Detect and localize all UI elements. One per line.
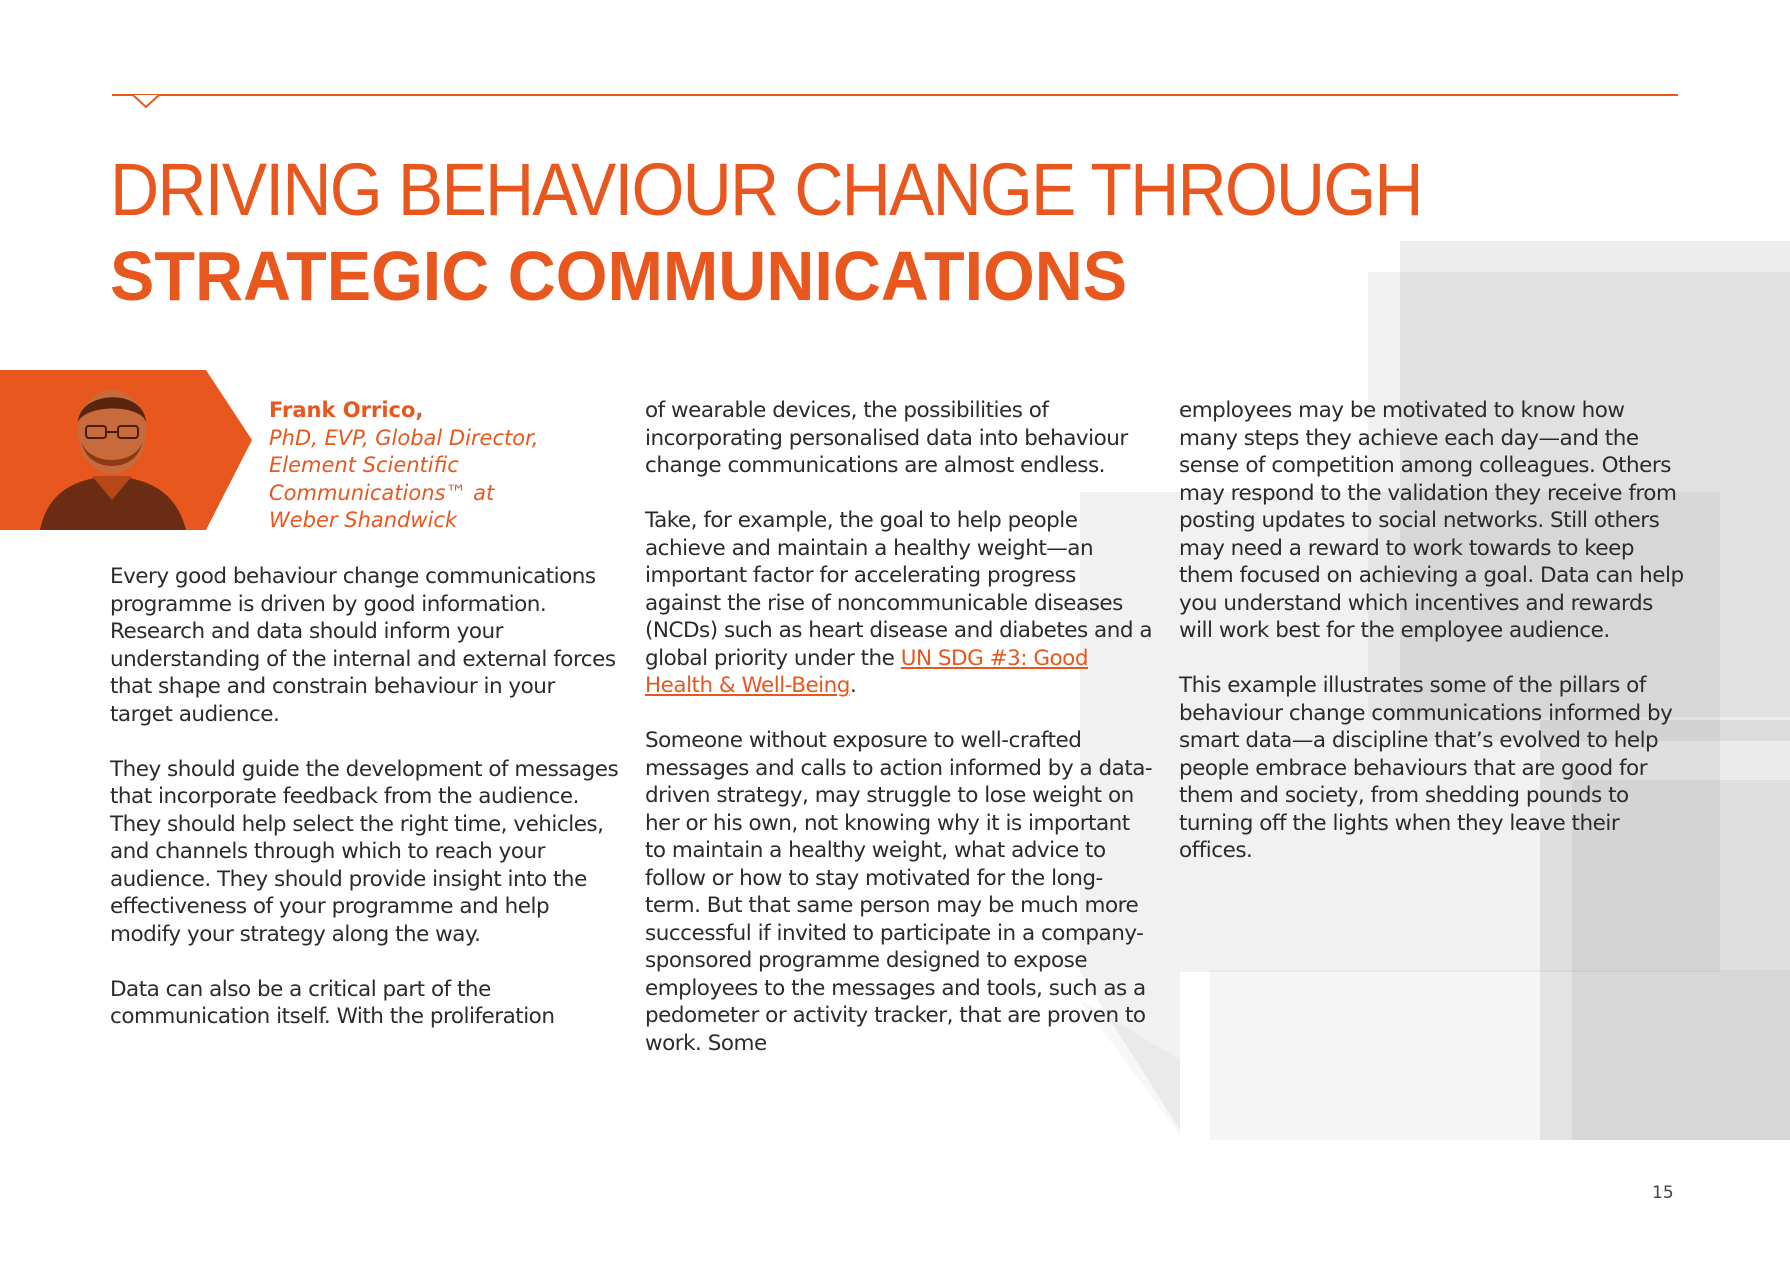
page-number: 15: [1652, 1183, 1674, 1203]
column1-paragraph-2: They should guide the development of messages that incorporate feedback from the audience. They should help select the right time, vehicles, and channels through which to reach your audience. They should provide insight into the effectiveness of your programme and help modify your strategy along the way.: [110, 756, 619, 947]
author-byline: [269, 397, 569, 535]
column1-paragraph-3: Data can also be a critical part of the communication itself. With the proliferation: [110, 976, 555, 1029]
column1-paragraph-1: Every good behaviour change communications programme is driven by good information. Research and data should inform your understanding of the internal and external forces that shape and constrain behaviour in your target audience.: [110, 564, 616, 727]
page-title-line1: DRIVING BEHAVIOUR CHANGE THROUGH: [110, 148, 1422, 231]
page-title-line2: STRATEGIC COMMUNICATIONS: [110, 237, 1128, 315]
column2-paragraph-1: of wearable devices, the possibilities of incorporating personalised data into behaviour change communications are almost endless.: [645, 398, 1128, 478]
author-portrait: [0, 370, 252, 530]
body-column-2: [645, 397, 1155, 1085]
column3-paragraph-2: This example illustrates some of the pillars of behaviour change communications informed by smart data—a discipline that’s evolved to help people embrace behaviours that are good for them and society, from shedding pounds to turning off the lights when they leave their offices.: [1179, 673, 1673, 863]
author-name: Frank Orrico,: [269, 398, 424, 422]
column2-paragraph-2-end: .: [849, 673, 857, 698]
column2-paragraph-3: Someone without exposure to well-crafted messages and calls to action informed by a data-driven strategy, may struggle to lose weight on her or his own, not knowing why it is important to maintain a healthy weight, what advice to follow or how to stay motivated for the long-term. But that same person may be much more successful if invited to participate in a company-sponsored programme designed to expose employees to the messages and tools, such as a pedometer or activity tracker, that are proven to work. Some: [645, 728, 1153, 1056]
body-column-1: [110, 563, 620, 1058]
author-role: PhD, EVP, Global Director, Element Scientific Communications™ at Weber Shandwick: [269, 425, 539, 532]
column3-paragraph-1: employees may be motivated to know how many steps they achieve each day—and the sense of competition among colleagues. Others may respond to the validation they receive from posting updates to social networks. Still others may need a reward to work towards to keep them focused on achieving a goal. Data can help you understand which incentives and rewards will work best for the employee audience.: [1179, 398, 1684, 643]
body-column-3: [1179, 397, 1689, 892]
column2-paragraph-2-text: Take, for example, the goal to help people achieve and maintain a healthy weight—an important factor for accelerating progress against the rise of noncommunicable diseases (NCDs) such as heart disease and diabetes and a global priority under the: [645, 508, 1153, 671]
un-sdg-3-link[interactable]: UN SDG #3: Good Health & Well-Being: [645, 645, 1088, 698]
column2-paragraph-2: [645, 507, 1155, 700]
